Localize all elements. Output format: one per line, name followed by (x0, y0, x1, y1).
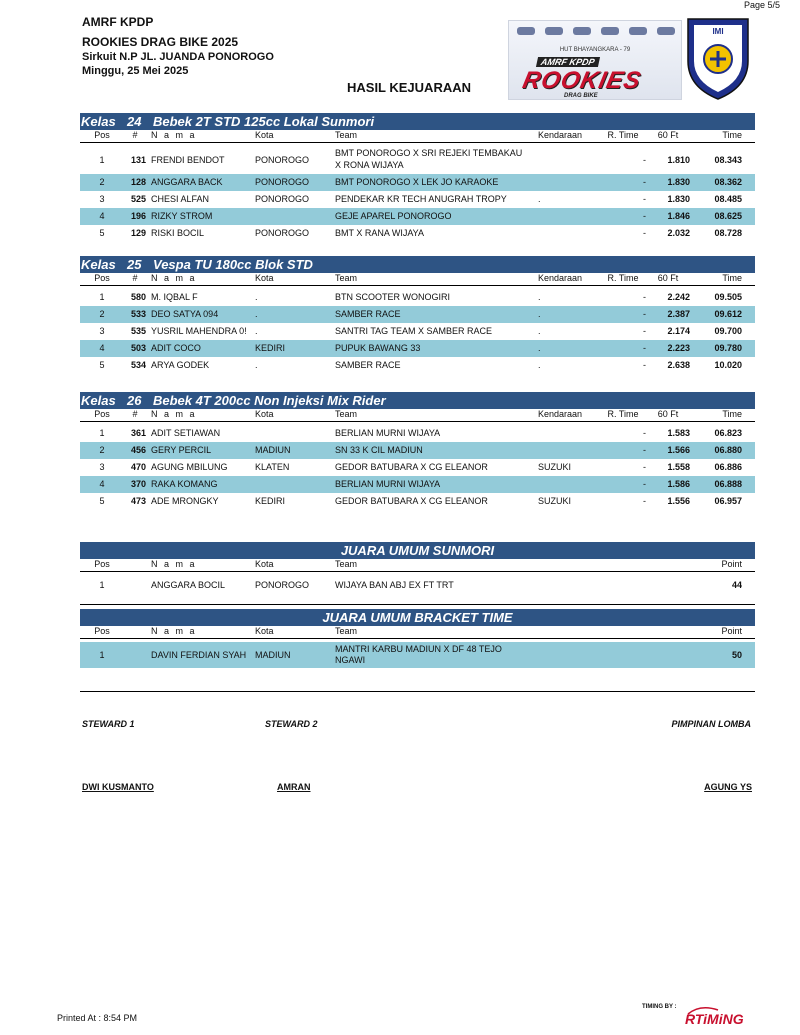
cell-name: ADIT SETIAWAN (151, 428, 221, 438)
cell-rtime: - (643, 462, 646, 472)
cell-kota: KEDIRI (255, 496, 286, 506)
cell-name: GERY PERCIL (151, 445, 212, 455)
cell-rtime: - (643, 194, 646, 204)
col-time: Time (722, 409, 742, 419)
col-time: Time (722, 130, 742, 140)
cell-name: M. IQBAL F (151, 292, 198, 302)
circuit-name: Sirkuit N.P JL. JUANDA PONOROGO (82, 51, 274, 63)
page-title: HASIL KEJUARAAN (347, 80, 471, 95)
col-team: Team (335, 626, 358, 636)
cell-team: SAMBER RACE (335, 309, 401, 319)
cell-time: 08.343 (714, 155, 742, 165)
cell-name: DAVIN FERDIAN SYAH (151, 650, 247, 660)
juara-sunmori-title: JUARA UMUM SUNMORI (80, 542, 755, 559)
cell-kota: MADIUN (255, 445, 291, 455)
cell-rtime: - (643, 292, 646, 302)
cell-kendaraan: . (538, 326, 541, 336)
cell-name: ANGGARA BOCIL (151, 580, 226, 590)
table-row (80, 289, 755, 306)
cell-kota: . (255, 309, 258, 319)
cell-kendaraan: SUZUKI (538, 462, 572, 472)
cell-team: BTN SCOOTER WONOGIRI (335, 292, 451, 302)
event-date: Minggu, 25 Mei 2025 (82, 65, 189, 77)
col-point: Point (721, 559, 742, 569)
col-rtime: R. Time (607, 409, 639, 419)
cell-kota: PONOROGO (255, 228, 310, 238)
col-rtime: R. Time (607, 130, 639, 140)
cell-num: 361 (130, 428, 146, 438)
cell-kendaraan: . (538, 343, 541, 353)
column-header (80, 130, 755, 143)
banner-logo-top: AMRF KPDP (536, 57, 600, 67)
column-header (80, 273, 755, 286)
printed-at: Printed At : 8:54 PM (57, 1013, 138, 1023)
table-row (80, 340, 755, 357)
col-name: N a m a (151, 559, 197, 569)
col-rtime: R. Time (607, 273, 639, 283)
col-name: N a m a (151, 409, 197, 419)
cell-point: 50 (731, 650, 742, 660)
cell-kendaraan: SUZUKI (538, 496, 572, 506)
col-num: # (132, 409, 138, 419)
cell-60ft: 2.174 (667, 326, 690, 336)
steward2-label: STEWARD 2 (265, 719, 318, 729)
cell-time: 09.612 (714, 309, 742, 319)
cell-team-line2: NGAWI (335, 655, 366, 665)
cell-team: BERLIAN MURNI WIJAYA (335, 479, 441, 489)
cell-time: 09.700 (714, 326, 742, 336)
cell-pos: 2 (99, 445, 105, 455)
cell-time: 06.957 (714, 496, 742, 506)
cell-rtime: - (643, 360, 646, 370)
cell-team: WIJAYA BAN ABJ EX FT TRT (335, 580, 454, 590)
pimpinan-name: AGUNG YS (704, 782, 752, 792)
table-row (80, 642, 755, 668)
cell-team: BMT PONOROGO X SRI REJEKI TEMBAKAU (335, 148, 523, 158)
col-60ft: 60 Ft (657, 130, 679, 140)
cell-name: RAKA KOMANG (151, 479, 218, 489)
cell-num: 129 (130, 228, 146, 238)
col-team: Team (335, 409, 358, 419)
cell-pos: 1 (99, 155, 105, 165)
cell-pos: 1 (99, 580, 105, 590)
table-row (80, 191, 755, 208)
cell-kendaraan: . (538, 292, 541, 302)
cell-time: 09.505 (714, 292, 742, 302)
cell-name: CHESI ALFAN (151, 194, 210, 204)
cell-rtime: - (643, 496, 646, 506)
cell-num: 128 (130, 177, 146, 187)
cell-rtime: - (643, 326, 646, 336)
cell-team: PUPUK BAWANG 33 (335, 343, 421, 353)
cell-kendaraan: . (538, 360, 541, 370)
event-name: ROOKIES DRAG BIKE 2025 (82, 35, 239, 49)
class-name: Bebek 4T 200cc Non Injeksi Mix Rider (153, 393, 386, 408)
cell-kota: KEDIRI (255, 343, 286, 353)
cell-num: 534 (130, 360, 146, 370)
cell-60ft: 1.566 (667, 445, 690, 455)
col-60ft: 60 Ft (657, 273, 679, 283)
class-section-24 (80, 113, 755, 242)
timing-by-text: TIMING BY : (642, 1004, 677, 1010)
cell-pos: 4 (99, 211, 105, 221)
cell-team: BERLIAN MURNI WIJAYA (335, 428, 441, 438)
cell-name: ADE MRONGKY (151, 496, 219, 506)
cell-time: 06.880 (714, 445, 742, 455)
cell-name: ARYA GODEK (151, 360, 210, 370)
cell-num: 131 (130, 155, 146, 165)
col-pos: Pos (94, 409, 110, 419)
cell-point: 44 (731, 580, 742, 590)
col-kota: Kota (255, 626, 274, 636)
cell-team: BMT X RANA WIJAYA (335, 228, 425, 238)
cell-team: SN 33 K CIL MADIUN (335, 445, 423, 455)
cell-time: 06.886 (714, 462, 742, 472)
divider (80, 691, 755, 692)
cell-team: SAMBER RACE (335, 360, 401, 370)
cell-60ft: 1.556 (667, 496, 690, 506)
cell-team: BMT PONOROGO X LEK JO KARAOKE (335, 177, 499, 187)
cell-time: 10.020 (714, 360, 742, 370)
col-pos: Pos (94, 559, 110, 569)
cell-pos: 5 (99, 496, 105, 506)
table-row (80, 442, 755, 459)
cell-kota: . (255, 292, 258, 302)
table-row (80, 572, 755, 597)
cell-60ft: 1.830 (667, 177, 690, 187)
cell-kota: PONOROGO (255, 155, 310, 165)
cell-name: RIZKY STROM (151, 211, 213, 221)
page-number: Page 5/5 (743, 0, 780, 10)
cell-team: GEJE APAREL PONOROGO (335, 211, 452, 221)
sponsor-logos (517, 27, 675, 37)
class-label: Kelas (81, 393, 116, 408)
cell-kota: . (255, 360, 258, 370)
col-60ft: 60 Ft (657, 409, 679, 419)
cell-num: 196 (130, 211, 146, 221)
cell-pos: 1 (99, 292, 105, 302)
imi-logo (686, 17, 750, 101)
cell-time: 06.888 (714, 479, 742, 489)
event-banner (508, 20, 682, 100)
col-kendaraan: Kendaraan (538, 273, 583, 283)
juara-bracket-title: JUARA UMUM BRACKET TIME (80, 609, 755, 626)
cell-num: 533 (130, 309, 146, 319)
cell-name: DEO SATYA 094 (151, 309, 219, 319)
col-pos: Pos (94, 130, 110, 140)
cell-name: ANGGARA BACK (151, 177, 223, 187)
cell-team-line2: X RONA WIJAYA (335, 160, 404, 170)
class-title (80, 256, 755, 273)
table-row (80, 146, 755, 174)
cell-team: PENDEKAR KR TECH ANUGRAH TROPY (335, 194, 507, 204)
cell-rtime: - (643, 228, 646, 238)
col-kendaraan: Kendaraan (538, 130, 583, 140)
class-title (80, 392, 755, 409)
steward2-name: AMRAN (277, 782, 311, 792)
col-name: N a m a (151, 130, 197, 140)
class-number: 24 (127, 114, 142, 129)
banner-logo-main: ROOKIES (520, 67, 644, 94)
cell-kota: KLATEN (255, 462, 290, 472)
cell-60ft: 1.830 (667, 194, 690, 204)
cell-kota: PONOROGO (255, 580, 310, 590)
class-number: 25 (127, 257, 142, 272)
col-name: N a m a (151, 273, 197, 283)
cell-kendaraan: . (538, 194, 541, 204)
cell-name: ADIT COCO (151, 343, 201, 353)
cell-60ft: 1.558 (667, 462, 690, 472)
steward1-label: STEWARD 1 (82, 719, 135, 729)
column-header (80, 409, 755, 422)
cell-name: FRENDI BENDOT (151, 155, 225, 165)
col-kota: Kota (255, 559, 274, 569)
cell-time: 09.780 (714, 343, 742, 353)
table-row (80, 225, 755, 242)
cell-time: 08.625 (714, 211, 742, 221)
cell-rtime: - (643, 155, 646, 165)
juara-bracket-header (80, 626, 755, 639)
cell-team: MANTRI KARBU MADIUN X DF 48 TEJO (335, 644, 502, 654)
table-row (80, 476, 755, 493)
cell-pos: 5 (99, 360, 105, 370)
cell-time: 06.823 (714, 428, 742, 438)
col-name: N a m a (151, 626, 197, 636)
cell-kendaraan: . (538, 309, 541, 319)
cell-kota: MADIUN (255, 650, 291, 660)
col-kota: Kota (255, 409, 274, 419)
banner-logo-sub: DRAG BIKE (564, 93, 598, 99)
cell-rtime: - (643, 479, 646, 489)
col-kota: Kota (255, 130, 274, 140)
cell-rtime: - (643, 428, 646, 438)
cell-num: 470 (130, 462, 146, 472)
table-row (80, 174, 755, 191)
class-number: 26 (127, 393, 142, 408)
cell-num: 535 (130, 326, 146, 336)
col-num: # (132, 273, 138, 283)
cell-team: SANTRI TAG TEAM X SAMBER RACE (335, 326, 493, 336)
class-section-25 (80, 256, 755, 374)
cell-pos: 3 (99, 462, 105, 472)
table-row (80, 459, 755, 476)
cell-pos: 1 (99, 428, 105, 438)
cell-kota: PONOROGO (255, 194, 310, 204)
org-name: AMRF KPDP (82, 15, 154, 29)
banner-hut-text: HUT BHAYANGKARA - 79 (559, 47, 631, 53)
cell-pos: 4 (99, 479, 105, 489)
timing-logo (640, 1000, 765, 1026)
table-row (80, 493, 755, 510)
table-row (80, 208, 755, 225)
timing-brand: RTiMiNG (685, 1011, 744, 1026)
juara-sunmori-section (80, 542, 755, 597)
col-team: Team (335, 273, 358, 283)
col-point: Point (721, 626, 742, 636)
steward1-name: DWI KUSMANTO (82, 782, 154, 792)
cell-num: 503 (130, 343, 146, 353)
cell-kota: . (255, 326, 258, 336)
cell-pos: 4 (99, 343, 105, 353)
cell-60ft: 2.638 (667, 360, 690, 370)
col-num: # (132, 130, 138, 140)
cell-rtime: - (643, 445, 646, 455)
class-name: Vespa TU 180cc Blok STD (153, 257, 313, 272)
col-time: Time (722, 273, 742, 283)
col-team: Team (335, 130, 358, 140)
cell-rtime: - (643, 309, 646, 319)
cell-time: 08.362 (714, 177, 742, 187)
cell-name: YUSRIL MAHENDRA 0! (151, 326, 247, 336)
col-pos: Pos (94, 626, 110, 636)
cell-name: RISKI BOCIL (151, 228, 205, 238)
cell-rtime: - (643, 177, 646, 187)
pimpinan-label: PIMPINAN LOMBA (671, 719, 751, 729)
cell-num: 580 (130, 292, 146, 302)
class-label: Kelas (81, 114, 116, 129)
col-kendaraan: Kendaraan (538, 409, 583, 419)
cell-pos: 2 (99, 309, 105, 319)
cell-60ft: 1.586 (667, 479, 690, 489)
cell-num: 370 (130, 479, 146, 489)
col-team: Team (335, 559, 358, 569)
cell-rtime: - (643, 343, 646, 353)
cell-name: AGUNG MBILUNG (151, 462, 228, 472)
table-row (80, 323, 755, 340)
cell-kota: PONOROGO (255, 177, 310, 187)
cell-60ft: 1.846 (667, 211, 690, 221)
cell-num: 456 (130, 445, 146, 455)
table-row (80, 425, 755, 442)
imi-letters: IMI (712, 27, 724, 36)
cell-pos: 1 (99, 650, 105, 660)
cell-60ft: 1.810 (667, 155, 690, 165)
class-label: Kelas (81, 257, 116, 272)
cell-rtime: - (643, 211, 646, 221)
juara-sunmori-header (80, 559, 755, 572)
cell-60ft: 1.583 (667, 428, 690, 438)
cell-pos: 5 (99, 228, 105, 238)
cell-num: 525 (130, 194, 146, 204)
cell-60ft: 2.242 (667, 292, 690, 302)
juara-bracket-section (80, 609, 755, 668)
cell-60ft: 2.032 (667, 228, 690, 238)
col-pos: Pos (94, 273, 110, 283)
cell-num: 473 (130, 496, 146, 506)
cell-pos: 2 (99, 177, 105, 187)
cell-pos: 3 (99, 326, 105, 336)
cell-team: GEDOR BATUBARA X CG ELEANOR (335, 462, 488, 472)
cell-pos: 3 (99, 194, 105, 204)
cell-time: 08.728 (714, 228, 742, 238)
class-title (80, 113, 755, 130)
cell-time: 08.485 (714, 194, 742, 204)
col-kota: Kota (255, 273, 274, 283)
cell-60ft: 2.387 (667, 309, 690, 319)
class-name: Bebek 2T STD 125cc Lokal Sunmori (153, 114, 375, 129)
table-row (80, 306, 755, 323)
class-section-26 (80, 392, 755, 510)
cell-team: GEDOR BATUBARA X CG ELEANOR (335, 496, 488, 506)
table-row (80, 357, 755, 374)
cell-60ft: 2.223 (667, 343, 690, 353)
divider (80, 604, 755, 605)
